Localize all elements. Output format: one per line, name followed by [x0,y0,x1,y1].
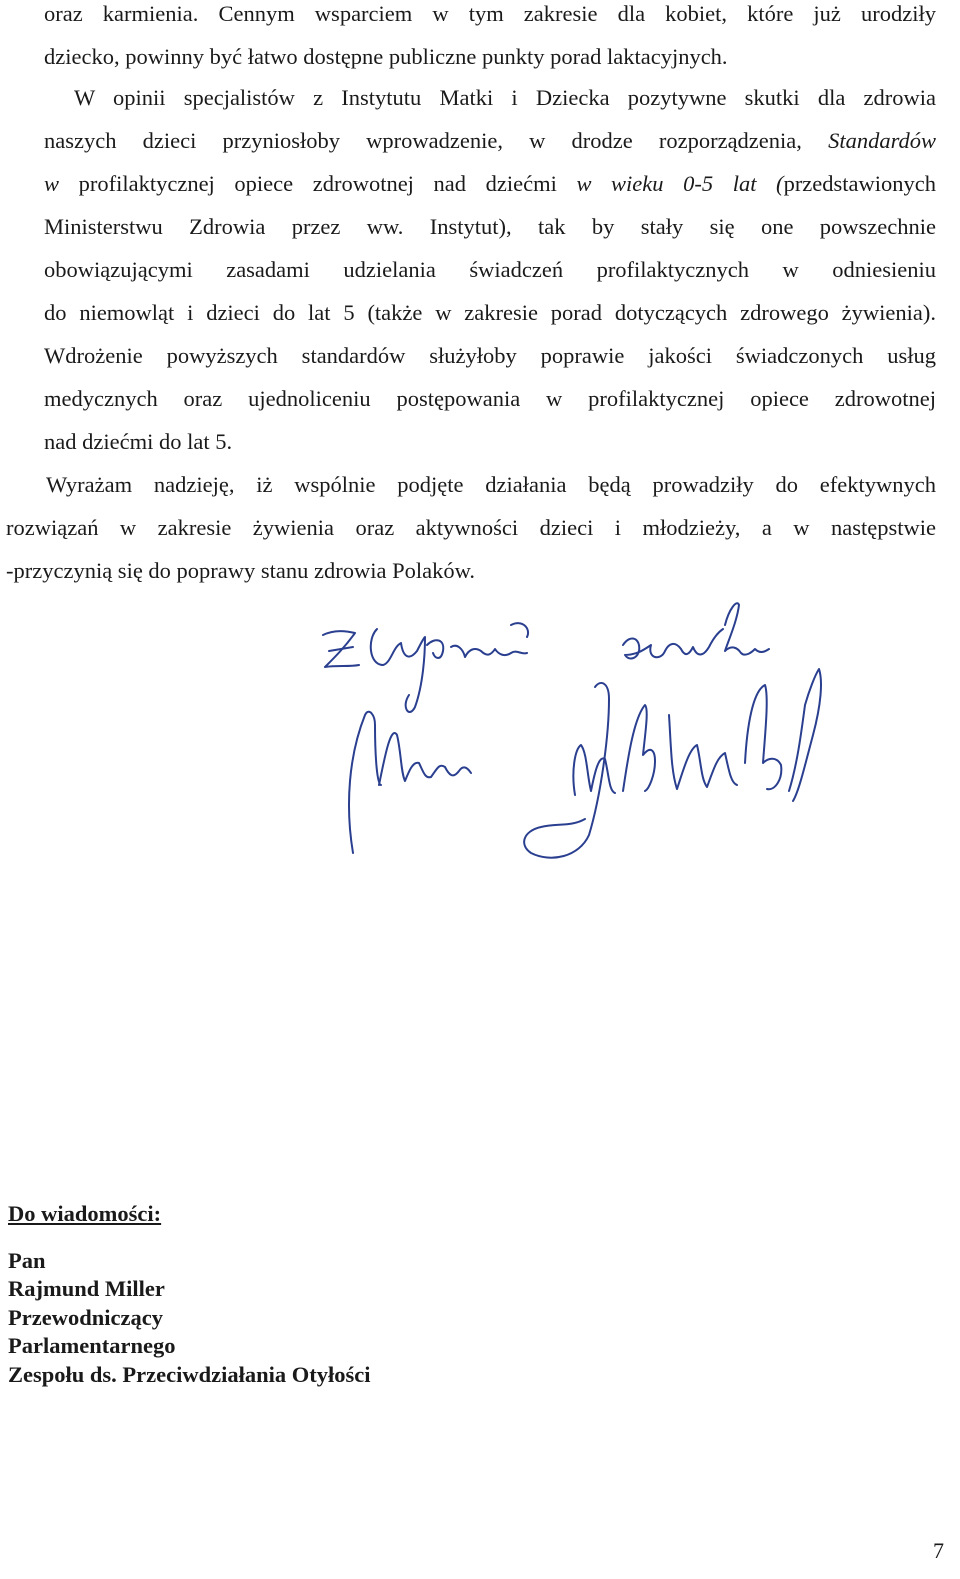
text-line: dziecko, powinny być łatwo dostępne publiczne punkty porad laktacyjnych. [44,44,728,69]
cc-block [8,1200,371,1389]
text-line [44,119,936,162]
text-fragment: naszych dzieci przyniosłoby wprowadzenie, w drodze rozporządzenia, [44,128,802,153]
cc-line: Przewodniczący [8,1304,163,1330]
paragraph-1 [44,0,936,78]
text-line: Wdrożenie powyższych standardów służyłoby poprawie jakości świadczonych usług [44,343,936,368]
text-line [44,162,936,205]
cc-line: Parlamentarnego [8,1333,176,1358]
paragraph-2 [44,76,936,463]
text-line: medycznych oraz ujednoliceniu postępowania w profilaktycznej opiece zdrowotnej [44,386,936,411]
text-line: nad dziećmi do lat 5. [44,429,233,454]
cc-line: Zespołu ds. Przeciwdziałania Otyłości [8,1361,371,1387]
text-line: rozwiązań w zakresie żywienia oraz aktywności dzieci i młodzieży, a w następstwie [6,515,936,540]
text-fragment: przedstawionych [783,171,937,196]
text-line: obowiązującymi zasadami udzielania świadczeń profilaktycznych w odniesieniu [44,257,936,282]
italic-fragment: w [44,171,60,196]
paragraph-3 [6,463,936,592]
text-line: oraz karmienia. Cennym wsparciem w tym zakresie dla kobiet, które już urodziły [44,1,936,26]
text-line: -przyczynią się do poprawy stanu zdrowia Polaków. [6,558,476,583]
text-fragment: profilaktycznej opiece zdrowotnej nad dziećmi [78,171,557,196]
text-line: W opinii specjalistów z Instytutu Matki i Dziecka pozytywne skutki dla zdrowia [74,85,936,110]
cc-line: Rajmund Miller [8,1276,165,1301]
page-number: 7 [933,1538,944,1563]
cc-title: Do wiadomości: [8,1201,162,1226]
handwritten-signature [305,595,865,885]
italic-fragment: Standardów [828,128,936,153]
text-line: Ministerstwu Zdrowia przez ww. Instytut), tak by stały się one powszechnie [44,214,936,239]
cc-line: Pan [8,1247,46,1273]
text-line: do niemowląt i dzieci do lat 5 (także w zakresie porad dotyczących zdrowego żywienia). [44,300,936,325]
italic-fragment: w wieku 0-5 lat ( [576,171,784,196]
text-line: Wyrażam nadzieję, iż wspólnie podjęte działania będą prowadziły do efektywnych [46,472,936,497]
